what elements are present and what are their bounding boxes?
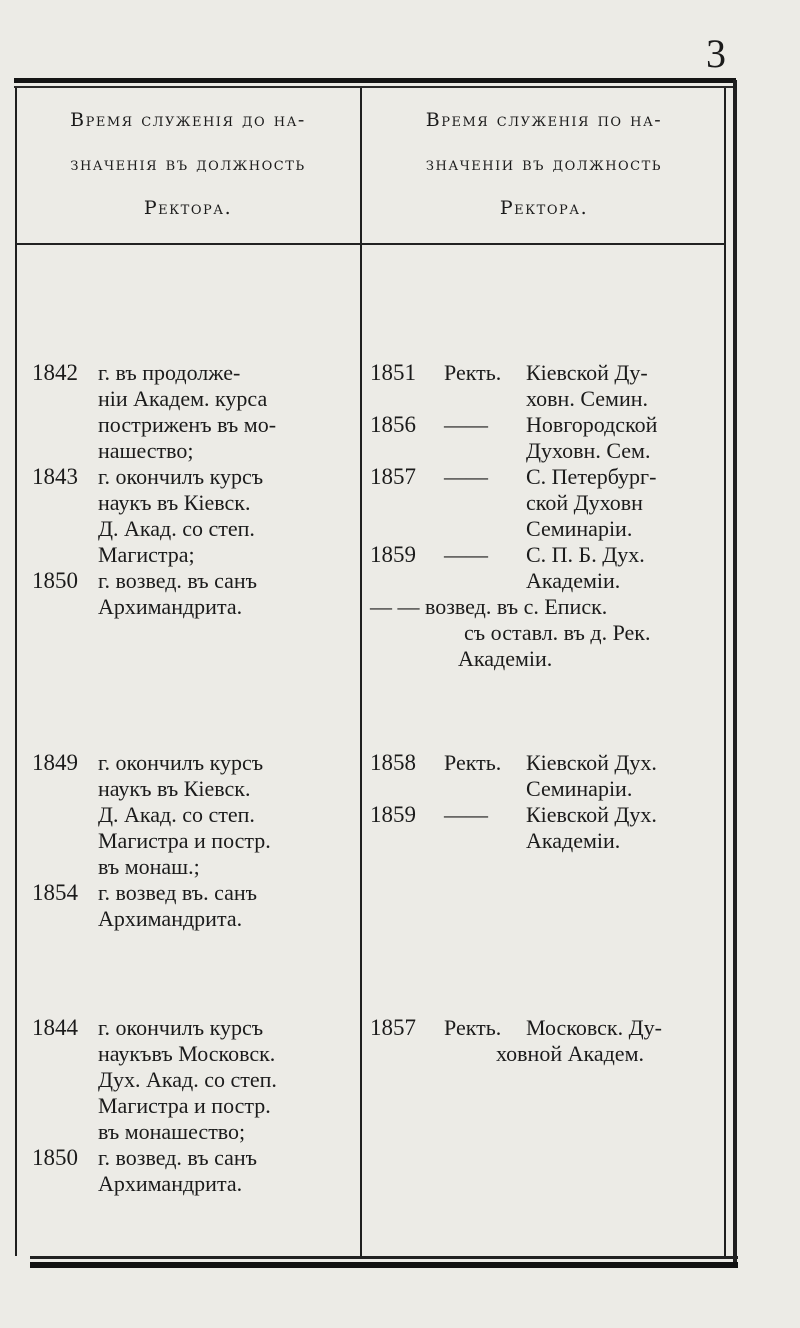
header-left — [18, 98, 358, 230]
appointment-label: —— — [444, 412, 488, 437]
entry-year: 1850 — [32, 1145, 78, 1170]
appointment-line: Духовн. Сем. — [526, 438, 651, 463]
bottom-rule-thick — [30, 1262, 738, 1268]
table-left-border — [15, 88, 17, 1256]
appointment-year: 1857 — [370, 464, 416, 489]
appointment-year: 1858 — [370, 750, 416, 775]
entry — [32, 464, 358, 568]
appointment-text: С. Петербург- — [526, 464, 657, 489]
entry-line: нашество; — [98, 438, 194, 463]
entry-year: 1844 — [32, 1015, 78, 1040]
header-right-line: значеніи въ должность — [425, 153, 663, 175]
appointment-line: Академіи. — [458, 646, 553, 671]
table-right-border — [724, 88, 726, 1258]
bottom-rule — [30, 1256, 738, 1259]
entry-line: наукъ въ Кіевск. — [98, 776, 251, 801]
appointment-year: 1856 — [370, 412, 416, 437]
row-1-right — [370, 360, 722, 672]
entry-line: г. въ продолже- — [98, 360, 241, 385]
entry-line: Магистра и постр. — [98, 1093, 271, 1118]
entry — [32, 568, 358, 620]
top-rule-thin — [14, 86, 736, 88]
appointment-text: Кіевской Ду- — [526, 360, 648, 385]
appointment-text: Кіевской Дух. — [526, 802, 657, 827]
appointment — [370, 542, 722, 568]
entry — [32, 1145, 358, 1197]
column-divider — [360, 88, 362, 1258]
entry-line: Архимандрита. — [98, 594, 243, 619]
entry-line: г. возвед въ. санъ — [98, 880, 258, 905]
appointment-text: Московск. Ду- — [526, 1015, 662, 1040]
entry-line: Архимандрита. — [98, 906, 243, 931]
appointment — [370, 412, 722, 438]
appointment-year: 1859 — [370, 802, 416, 827]
entry-line: въ монашество; — [98, 1119, 246, 1144]
row-2-left — [32, 750, 358, 932]
entry-year: 1850 — [32, 568, 78, 593]
appointment-year: 1851 — [370, 360, 416, 385]
row-2-right — [370, 750, 722, 854]
appointment-label: Ректь. — [444, 750, 502, 775]
entry-line: г. окончилъ курсъ — [98, 750, 264, 775]
entry-line: Дух. Акад. со степ. — [98, 1067, 277, 1092]
appointment — [370, 802, 722, 828]
appointment-text: С. П. Б. Дух. — [526, 542, 645, 567]
header-right — [364, 98, 724, 230]
appointment — [370, 750, 722, 776]
entry — [32, 880, 358, 932]
row-1-left — [32, 360, 358, 620]
appointment — [370, 360, 722, 386]
entry-line: Магистра и постр. — [98, 828, 271, 853]
entry-line: Магистра; — [98, 542, 195, 567]
entry-year: 1843 — [32, 464, 78, 489]
entry-line: Д. Акад. со степ. — [98, 516, 255, 541]
entry-line: ніи Академ. курса — [98, 386, 268, 411]
appointment-line: Семинаріи. — [526, 776, 633, 801]
entry-line: наукъ въ Кіевск. — [98, 490, 251, 515]
appointment-line: Семинаріи. — [526, 516, 633, 541]
top-rule — [14, 78, 736, 83]
entry-line: г. возвед. въ санъ — [98, 1145, 258, 1170]
entry — [32, 360, 358, 464]
header-right-line: Ректора. — [499, 197, 589, 219]
row-3-left — [32, 1015, 358, 1197]
entry-line: г. возвед. въ санъ — [98, 568, 258, 593]
entry-line: наукъвъ Московск. — [98, 1041, 276, 1066]
appointment-line: ховной Академ. — [496, 1041, 644, 1066]
entry-line: постриженъ въ мо- — [98, 412, 277, 437]
page-number: 3 — [706, 31, 727, 76]
appointment-label: Ректь. — [444, 1015, 502, 1040]
table-right-border-outer — [733, 80, 737, 1266]
appointment-label: —— — [444, 802, 488, 827]
header-left-line: значенія въ должность — [70, 153, 306, 175]
appointment-line: ской Духовн — [526, 490, 643, 515]
entry-line: г. окончилъ курсъ — [98, 1015, 264, 1040]
appointment-line: — — возвед. въ с. Еписк. — [370, 594, 608, 619]
entry-line: Архимандрита. — [98, 1171, 243, 1196]
appointment-year: 1859 — [370, 542, 416, 567]
appointment-year: 1857 — [370, 1015, 416, 1040]
entry-year: 1854 — [32, 880, 78, 905]
appointment-label: Ректь. — [444, 360, 502, 385]
entry-line: г. окончилъ курсъ — [98, 464, 264, 489]
appointment-text: Новгородской — [526, 412, 658, 437]
appointment-line: Академіи. — [526, 568, 621, 593]
appointment-label: —— — [444, 542, 488, 567]
appointment — [370, 1015, 722, 1041]
header-left-line: Время служенія до на- — [70, 109, 306, 131]
entry — [32, 750, 358, 880]
appointment-line: съ оставл. въ д. Рек. — [464, 620, 651, 645]
appointment — [370, 464, 722, 490]
header-rule — [16, 243, 726, 245]
appointment-line: Академіи. — [526, 828, 621, 853]
row-3-right — [370, 1015, 722, 1067]
entry-year: 1842 — [32, 360, 78, 385]
entry-line: въ монаш.; — [98, 854, 200, 879]
appointment-label: —— — [444, 464, 488, 489]
appointment-text: Кіевской Дух. — [526, 750, 657, 775]
entry-line: Д. Акад. со степ. — [98, 802, 255, 827]
entry — [32, 1015, 358, 1145]
entry-year: 1849 — [32, 750, 78, 775]
header-left-line: Ректора. — [143, 197, 233, 219]
appointment-line: ховн. Семин. — [526, 386, 648, 411]
header-right-line: Время служенія по на- — [425, 109, 663, 131]
